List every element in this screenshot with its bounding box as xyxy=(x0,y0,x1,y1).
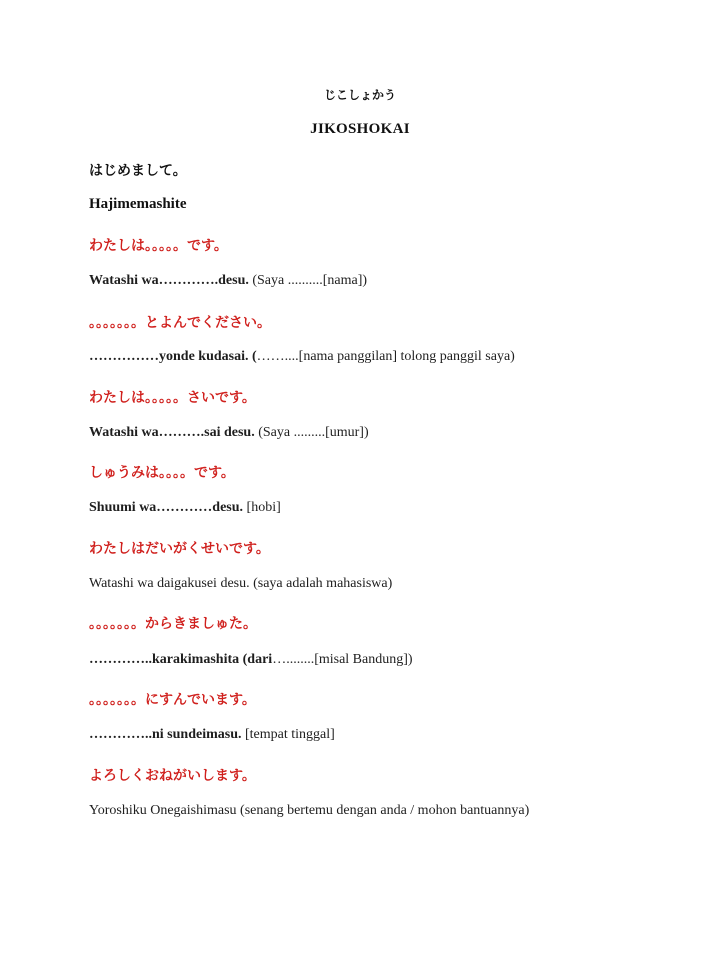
phrase-japanese-nickname: 。。。。。。。とよんでください。 xyxy=(89,315,271,331)
romaji-note: ……....[nama panggilan] tolong panggil saya) xyxy=(256,349,515,364)
phrase-japanese-residence: 。。。。。。。にすんでいます。 xyxy=(89,692,256,708)
phrase-romaji-residence xyxy=(89,727,335,743)
phrase-romaji-student xyxy=(89,576,392,592)
romaji-bold: …………..ni sundeimasu. xyxy=(89,727,242,742)
phrase-japanese-name: わたしは。。。。。です。 xyxy=(89,238,228,254)
romaji-note: (Saya .........[umur]) xyxy=(254,425,369,440)
kana-title: じこしょかう xyxy=(323,88,396,102)
phrase-romaji-closing xyxy=(89,803,529,819)
romaji-bold: ……………yonde kudasai. ( xyxy=(89,349,257,364)
phrase-romaji-origin xyxy=(89,652,413,668)
page-title: JIKOSHOKAI xyxy=(310,121,410,137)
phrase-romaji-age xyxy=(89,425,369,441)
romaji-bold: Watashi wa………….desu. xyxy=(89,273,249,288)
romaji-bold: Watashi wa……….sai desu. xyxy=(89,425,255,440)
romaji-bold: Shuumi wa…………desu. xyxy=(89,500,244,515)
phrase-japanese-hobby: しゅうみは。。。。です。 xyxy=(89,465,235,481)
romaji-note: Watashi wa daigakusei desu. (saya adalah mahasiswa) xyxy=(89,576,393,591)
greeting-romaji: Hajimemashite xyxy=(89,196,187,212)
phrase-romaji-hobby xyxy=(89,500,281,516)
romaji-note: …........[misal Bandung]) xyxy=(272,652,413,667)
phrase-romaji-name xyxy=(89,273,367,289)
phrase-japanese-student: わたしはだいがくせいです。 xyxy=(89,541,270,557)
romaji-note: [hobi] xyxy=(243,500,281,515)
phrase-japanese-age: わたしは。。。。。さいです。 xyxy=(89,390,256,406)
romaji-bold: …………..karakimashita (dari xyxy=(89,652,273,667)
phrase-japanese-closing: よろしくおねがいします。 xyxy=(89,768,256,784)
phrase-romaji-nickname xyxy=(89,349,515,365)
romaji-note: [tempat tinggal] xyxy=(241,727,335,742)
romaji-note: (Saya ..........[nama]) xyxy=(248,273,368,288)
greeting-japanese: はじめまして。 xyxy=(89,163,187,179)
phrase-japanese-origin: 。。。。。。。からきましゅた。 xyxy=(89,616,257,632)
romaji-note: Yoroshiku Onegaishimasu (senang bertemu dengan anda / mohon bantuannya) xyxy=(89,803,530,818)
